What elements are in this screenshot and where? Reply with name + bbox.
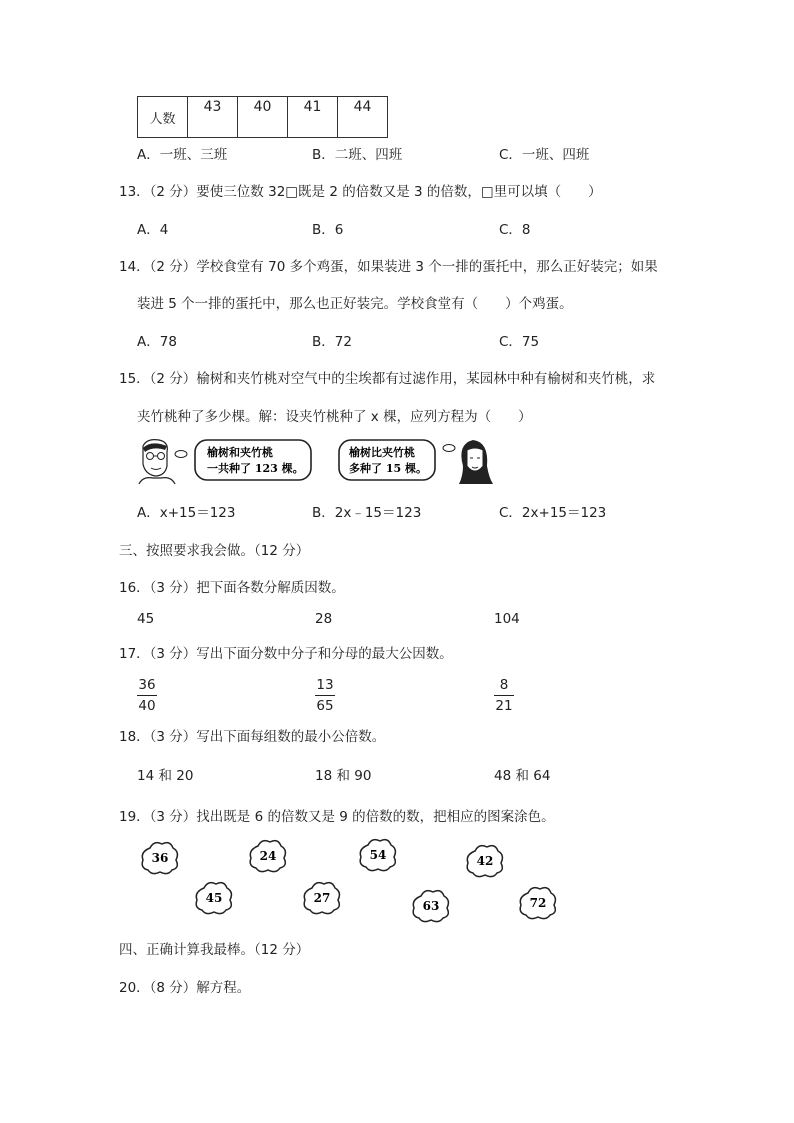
q19-stem: 19．（3 分）找出既是 6 的倍数又是 9 的倍数的数，把相应的图案涂色。 — [119, 809, 555, 825]
q20-stem: 20．（8 分）解方程。 — [119, 980, 251, 996]
bubble-right-line1: 榆树比夹竹桃 — [349, 446, 415, 459]
cloud-shape[interactable] — [411, 888, 451, 924]
class-count-table — [137, 96, 388, 138]
fraction-denominator: 40 — [138, 698, 156, 714]
q15-stem-line2: 夹竹桃种了多少棵。解：设夹竹桃种了 x 棵，应列方程为（ ） — [137, 409, 532, 425]
fraction-numerator: 8 — [499, 677, 509, 693]
q18-item: 48 和 64 — [494, 768, 551, 784]
q13-option-a[interactable]: A．4 — [137, 222, 169, 238]
q12-option-b[interactable]: B．二班、四班 — [312, 147, 403, 163]
fraction-denominator: 21 — [495, 698, 513, 714]
table-cell: 41 — [288, 97, 338, 138]
cloud-number: 36 — [151, 851, 169, 865]
q14-option-c[interactable]: C．75 — [499, 334, 540, 350]
cloud-shape[interactable] — [302, 880, 342, 916]
cloud-number: 42 — [476, 854, 494, 868]
section-4-heading: 四、正确计算我最棒。（12 分） — [119, 942, 310, 958]
table-cell: 43 — [188, 97, 238, 138]
q16-stem: 16．（3 分）把下面各数分解质因数。 — [119, 580, 345, 596]
q15-stem-line1: 15．（2 分）榆树和夹竹桃对空气中的尘埃都有过滤作用，某园林中种有榆树和夹竹桃，求 — [119, 371, 656, 387]
q14-option-b[interactable]: B．72 — [312, 334, 352, 350]
q17-fraction — [494, 677, 514, 714]
speech-bubble-left — [195, 440, 311, 480]
bubble-left-line1: 榆树和夹竹桃 — [207, 446, 273, 459]
bubble-left-line2: 一共种了 123 棵。 — [207, 462, 304, 475]
q12-option-a[interactable]: A．一班、三班 — [137, 147, 228, 163]
q17-fraction — [137, 677, 157, 714]
fraction-numerator: 13 — [316, 677, 334, 693]
q14-stem-line2: 装进 5 个一排的蛋托中，那么也正好装完。学校食堂有（ ）个鸡蛋。 — [137, 296, 573, 312]
q13-stem: 13．（2 分）要使三位数 32□既是 2 的倍数又是 3 的倍数，□里可以填（ ） — [119, 184, 602, 200]
q15-option-b[interactable]: B．2x﹣15＝123 — [312, 505, 422, 521]
q16-item: 104 — [494, 611, 520, 627]
fraction-numerator: 36 — [138, 677, 156, 693]
q13-option-c[interactable]: C．8 — [499, 222, 531, 238]
man-avatar-icon — [139, 440, 175, 484]
cloud-number: 27 — [313, 891, 331, 905]
q18-item: 14 和 20 — [137, 768, 194, 784]
cloud-shape[interactable] — [140, 840, 180, 876]
speech-bubble-right — [339, 440, 435, 480]
q16-item: 45 — [137, 611, 155, 627]
cloud-shape[interactable] — [194, 880, 234, 916]
section-3-heading: 三、按照要求我会做。（12 分） — [119, 543, 310, 559]
q16-item: 28 — [315, 611, 333, 627]
table-header-cell: 人数 — [138, 97, 188, 138]
cloud-number: 63 — [422, 899, 440, 913]
table-cell: 44 — [338, 97, 388, 138]
q13-option-b[interactable]: B．6 — [312, 222, 344, 238]
q14-stem-line1: 14．（2 分）学校食堂有 70 多个鸡蛋，如果装进 3 个一排的蛋托中，那么正好装完；如果 — [119, 259, 658, 275]
q14-option-a[interactable]: A．78 — [137, 334, 177, 350]
cloud-shape[interactable] — [248, 838, 288, 874]
q17-fraction — [315, 677, 335, 714]
q12-option-c[interactable]: C．一班、四班 — [499, 147, 590, 163]
cloud-number: 45 — [205, 891, 223, 905]
q18-item: 18 和 90 — [315, 768, 372, 784]
fraction-denominator: 65 — [316, 698, 334, 714]
cloud-shape[interactable] — [518, 885, 558, 921]
bubble-right-line2: 多种了 15 棵。 — [349, 462, 427, 475]
cloud-shape[interactable] — [465, 843, 505, 879]
q15-option-a[interactable]: A．x+15＝123 — [137, 505, 236, 521]
table-cell: 40 — [238, 97, 288, 138]
cloud-number: 24 — [259, 849, 277, 863]
q17-stem: 17．（3 分）写出下面分数中分子和分母的最大公因数。 — [119, 646, 453, 662]
cloud-number: 54 — [369, 848, 387, 862]
cloud-number: 72 — [529, 896, 547, 910]
q15-option-c[interactable]: C．2x+15＝123 — [499, 505, 607, 521]
cloud-shape[interactable] — [358, 837, 398, 873]
woman-avatar-icon — [459, 440, 493, 484]
q18-stem: 18．（3 分）写出下面每组数的最小公倍数。 — [119, 729, 386, 745]
q15-illustration — [137, 436, 497, 486]
